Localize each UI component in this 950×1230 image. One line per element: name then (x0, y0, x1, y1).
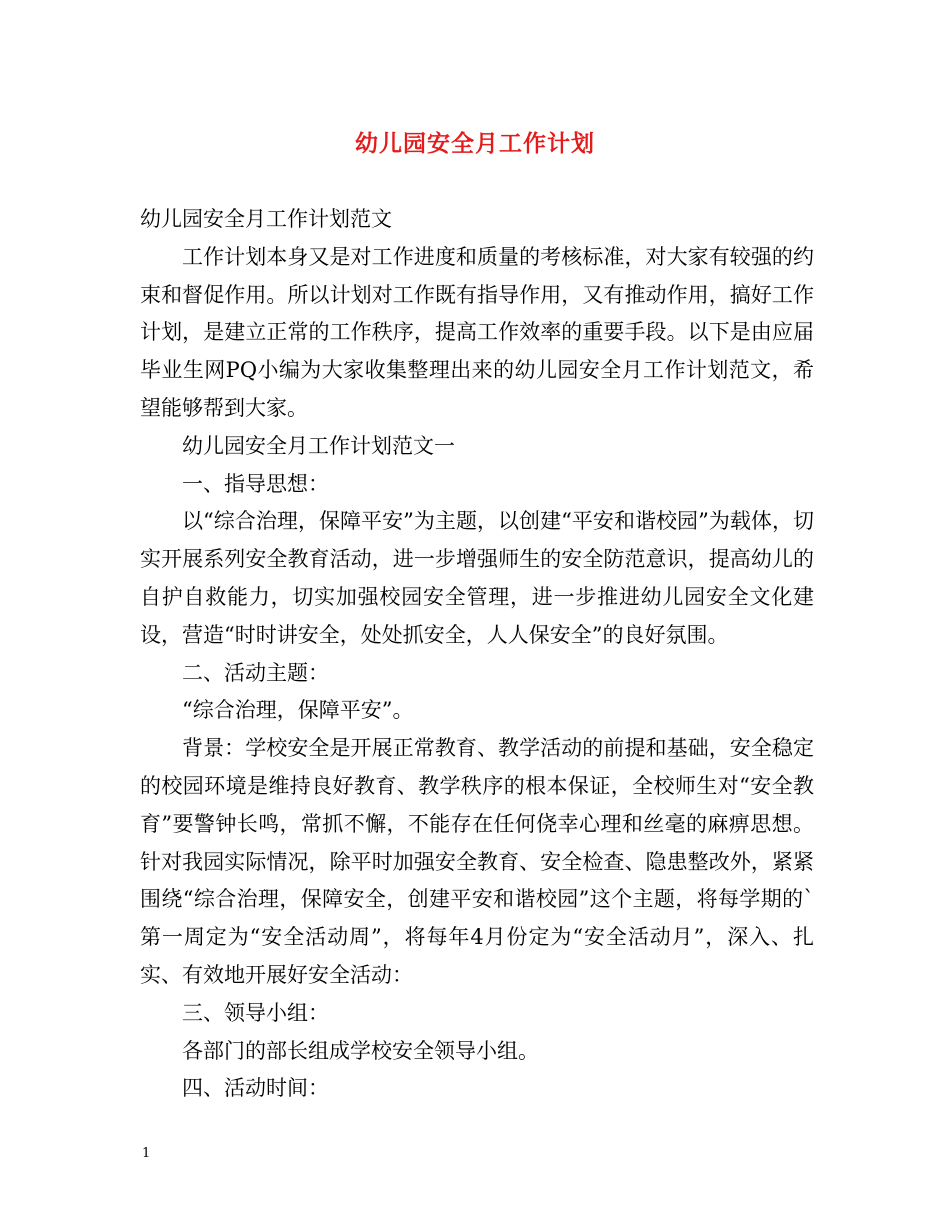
page-number: 1 (142, 1146, 151, 1161)
paragraph-leadership-group: 各部门的部长组成学校安全领导小组。 (182, 1038, 539, 1063)
paragraph-sample-heading: 幼儿园安全月工作计划范文一 (182, 433, 455, 458)
paragraph-background: 背景：学校安全是开展正常教育、教学活动的前提和基础，安全稳定的校园环境是维持良好教育、教学秩序的根本保证，全校师生对“安全教育”要警钟长鸣，常抓不懈，不能存在任何侥幸心理和丝毫的麻痹思想。针对我园实际情况，除平时加强安全教育、安全检查、隐患整改外，紧紧围绕“综合治理，保障安全，创建平安和谐校园”这个主题，将每学期的`第一周定为“安全活动周”，将每年4月份定为“安全活动月”，深入、扎实、有效地开展好安全活动： (140, 736, 814, 987)
section-heading-leadership-group: 三、领导小组： (182, 1000, 329, 1025)
paragraph-intro: 工作计划本身又是对工作进度和质量的考核标准，对大家有较强的约束和督促作用。所以计划对工作既有指导作用，又有推动作用，搞好工作计划，是建立正常的工作秩序，提高工作效率的重要手段。以下是由应届毕业生网PQ小编为大家收集整理出来的幼儿园安全月工作计划范文，希望能够帮到大家。 (140, 244, 814, 420)
section-heading-activity-theme: 二、活动主题： (182, 660, 329, 685)
paragraph-subtitle: 幼儿园安全月工作计划范文 (140, 207, 392, 231)
section-heading-guiding-thought: 一、指导思想： (182, 471, 329, 496)
document-body (140, 201, 814, 1108)
section-heading-activity-time: 四、活动时间： (182, 1076, 329, 1101)
paragraph-guiding-thought: 以“综合治理，保障平安”为主题，以创建“平安和谐校园”为载体，切实开展系列安全教育活动，进一步增强师生的安全防范意识，提高幼儿的自护自救能力，切实加强校园安全管理，进一步推进幼儿园安全文化建设，营造“时时讲安全，处处抓安全，人人保安全”的良好氛围。 (140, 509, 814, 647)
paragraph-activity-theme: “综合治理，保障平安”。 (182, 698, 414, 723)
document-title: 幼儿园安全月工作计划 (355, 131, 595, 157)
